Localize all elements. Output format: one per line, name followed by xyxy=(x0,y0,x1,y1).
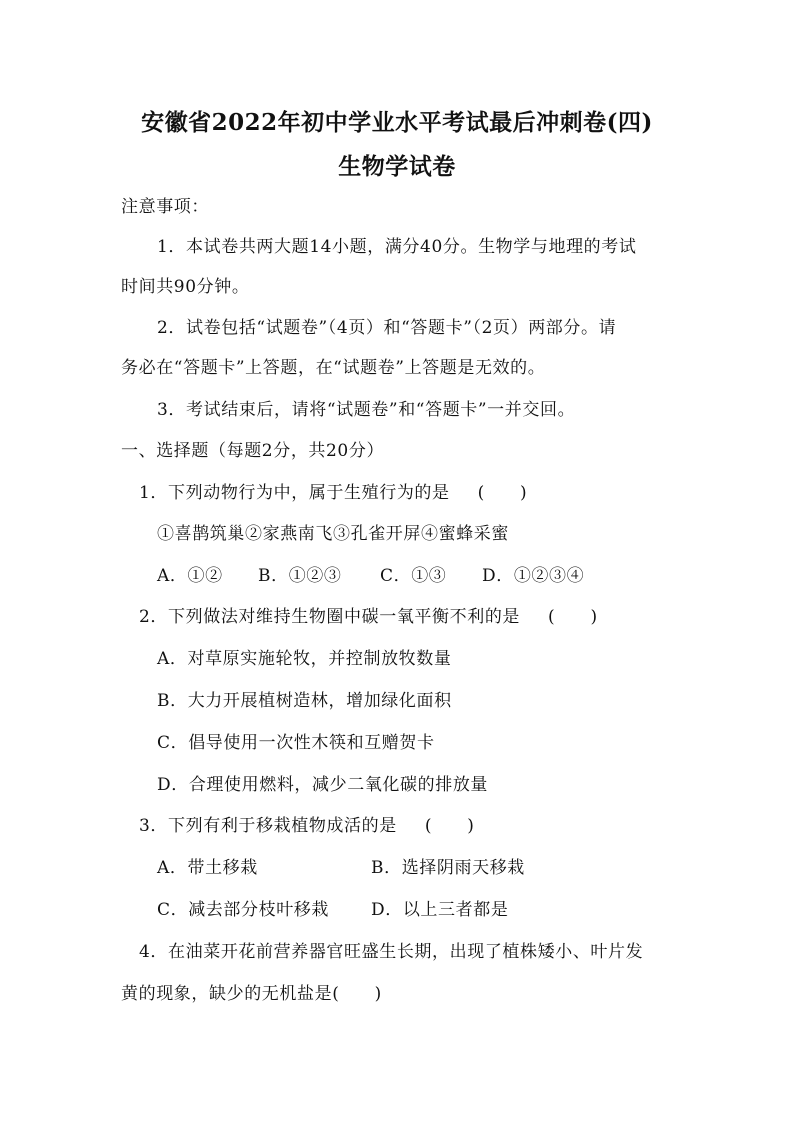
notice-item-1-line-2: 时间共90分钟。 xyxy=(121,277,250,297)
notice-item-1-line-1: 1．本试卷共两大题14小题，满分40分。生物学与地理的考试 xyxy=(157,237,637,257)
question-1-material: ①喜鹊筑巢②家燕南飞③孔雀开屏④蜜蜂采蜜 xyxy=(157,524,509,544)
notice-item-2-line-2: 务必在“答题卡”上答题，在“试题卷”上答题是无效的。 xyxy=(121,358,546,378)
option-d: D．以上三者都是 xyxy=(371,900,509,920)
question-2-option-c: C．倡导使用一次性木筷和互赠贺卡 xyxy=(157,733,435,753)
option-a: A．①② xyxy=(157,566,223,586)
question-1-stem xyxy=(139,478,527,503)
option-b: B．①②③ xyxy=(258,566,342,586)
notice-item-3: 3．考试结束后，请将“试题卷”和“答题卡”一并交回。 xyxy=(157,400,576,420)
exam-title: 安徽省2022年初中学业水平考试最后冲刺卷(四) xyxy=(141,109,653,136)
exam-subtitle: 生物学试卷 xyxy=(338,153,456,180)
question-2-option-d: D．合理使用燃料，减少二氧化碳的排放量 xyxy=(157,775,489,795)
question-1-text: 1．下列动物行为中，属于生殖行为的是 xyxy=(139,483,450,503)
option-b: B．选择阴雨天移栽 xyxy=(371,858,525,878)
option-a: A．带土移栽 xyxy=(157,858,258,878)
question-4-stem-line-2: 黄的现象，缺少的无机盐是( ) xyxy=(121,984,382,1004)
section-heading: 一、选择题（每题2分，共20分） xyxy=(121,441,385,461)
answer-paren: ( ) xyxy=(477,483,528,503)
option-d: D．①②③④ xyxy=(482,566,585,586)
question-2-option-b: B．大力开展植树造林，增加绿化面积 xyxy=(157,691,452,711)
question-4-stem-line-1: 4．在油菜开花前营养器官旺盛生长期，出现了植株矮小、叶片发 xyxy=(139,942,644,962)
question-2-option-a: A．对草原实施轮牧，并控制放牧数量 xyxy=(157,649,452,669)
question-2-text: 2．下列做法对维持生物圈中碳一氧平衡不利的是 xyxy=(139,607,521,627)
answer-paren: ( ) xyxy=(548,607,598,627)
option-c: C．①③ xyxy=(380,566,447,586)
answer-paren: ( ) xyxy=(424,816,475,836)
notice-item-2-line-1: 2．试卷包括“试题卷”（4页）和“答题卡”（2页）两部分。请 xyxy=(157,318,617,338)
question-2-stem xyxy=(139,602,598,627)
question-3-stem xyxy=(139,811,475,836)
notice-heading: 注意事项： xyxy=(121,197,209,217)
option-c: C．减去部分枝叶移栽 xyxy=(157,900,330,920)
question-3-text: 3．下列有利于移栽植物成活的是 xyxy=(139,816,397,836)
